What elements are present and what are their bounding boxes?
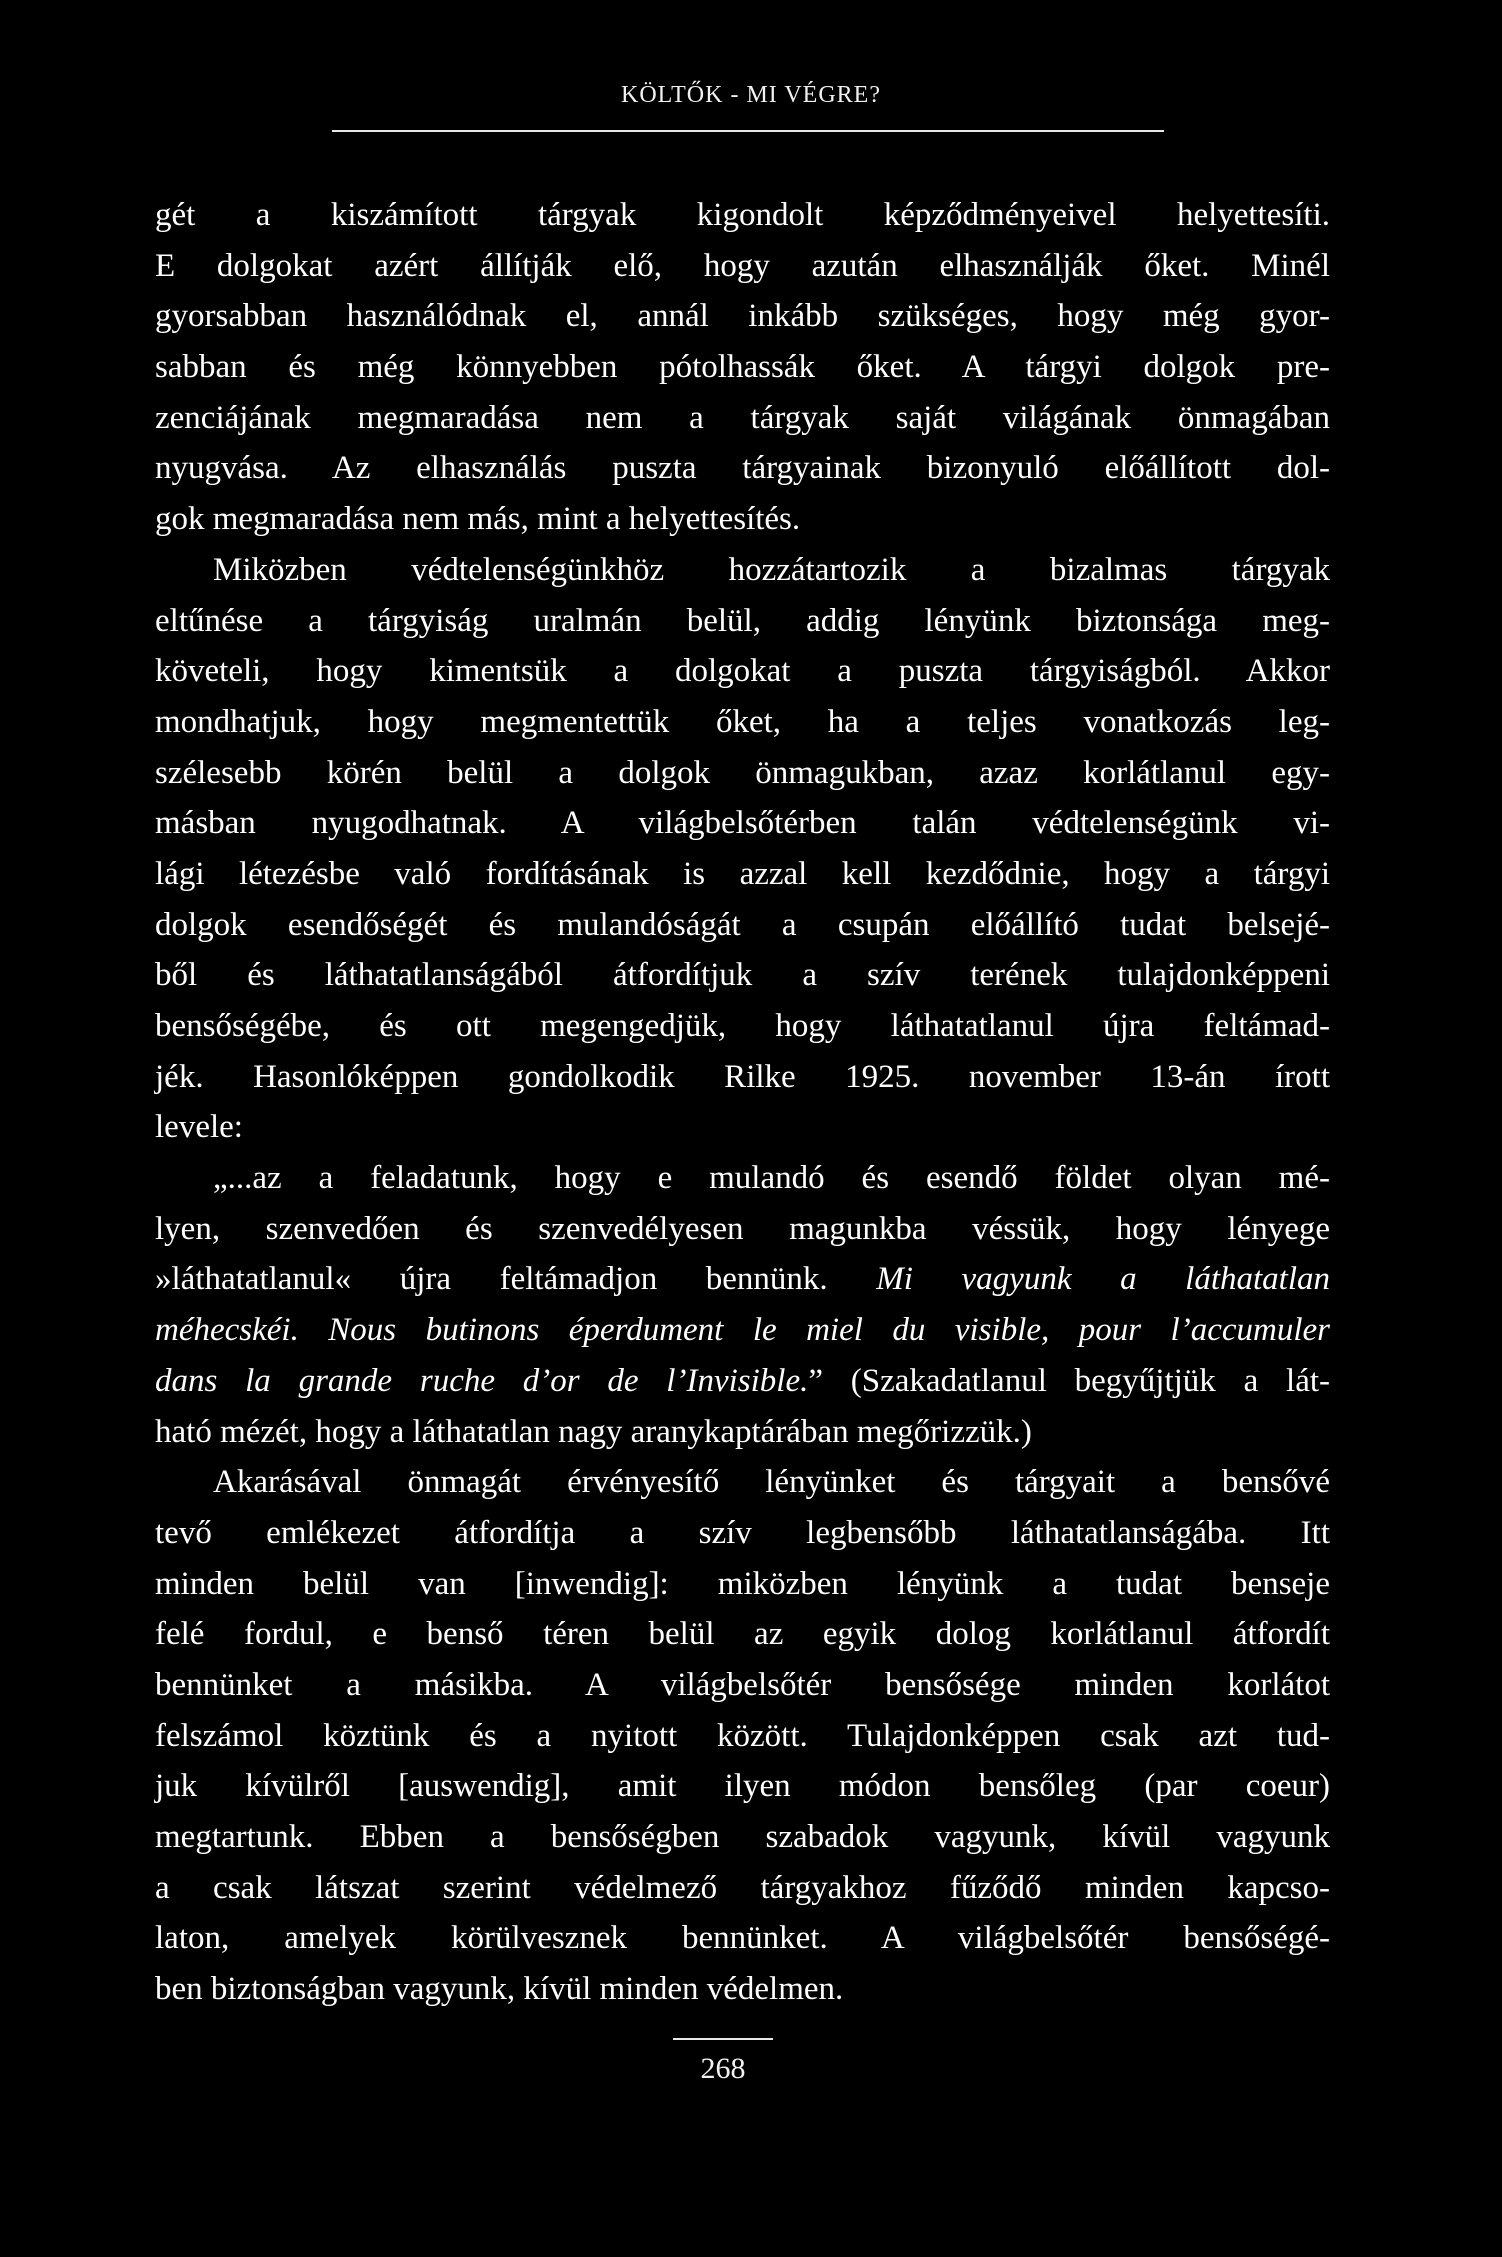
text-line: eltűnése a tárgyiság uralmán belül, addig lényünk biztonsága meg- xyxy=(155,602,1330,639)
text-line: bennünket a másikba. A világbelsőtér bensősége minden korlátot xyxy=(155,1666,1330,1703)
quote-line: „...az a feladatunk, hogy e mulandó és esendő földet olyan mé- xyxy=(213,1160,1330,1197)
text-line: laton, amelyek körülvesznek bennünket. A világbelsőtér bensőségé- xyxy=(155,1920,1330,1957)
header-rule xyxy=(332,130,1164,132)
text-line: szélesebb körén belül a dolgok önmagukban, azaz korlátlanul egy- xyxy=(155,754,1330,791)
text-line: gok megmaradása nem más, mint a helyettesítés. xyxy=(155,501,801,538)
text-line: megtartunk. Ebben a bensőségben szabadok vagyunk, kívül vagyunk xyxy=(155,1819,1330,1855)
running-head: KÖLTŐK - MI VÉGRE? xyxy=(621,82,881,108)
text-line: tevő emlékezet átfordítja a szív legbensőbb láthatatlanságába. Itt xyxy=(155,1514,1330,1551)
text-line: ben biztonságban vagyunk, kívül minden védelmen. xyxy=(155,1971,844,2008)
text-line: jék. Hasonlóképpen gondolkodik Rilke 1925. november 13-án írott xyxy=(155,1058,1330,1095)
quote-line: lyen, szenvedően és szenvedélyesen magunkba véssük, hogy lényege xyxy=(155,1210,1330,1247)
text-line: levele: xyxy=(155,1109,243,1146)
text-line: sabban és még könnyebben pótolhassák őket. A tárgyi dolgok pre- xyxy=(155,349,1330,386)
quote-line: méhecskéi. Nous butinons éperdument le miel du visible, pour l’accumuler xyxy=(155,1312,1330,1349)
quote-line: dans la grande ruche d’or de l’Invisible.” (Szakadatlanul begyűjtjük a lát- xyxy=(155,1362,1330,1399)
text-line: juk kívülről [auswendig], amit ilyen módon bensőleg (par coeur) xyxy=(155,1768,1330,1805)
text-line: ből és láthatatlanságából átfordítjuk a szív terének tulajdonképpeni xyxy=(155,957,1330,994)
footer-rule xyxy=(673,2038,773,2040)
text-line: minden belül van [inwendig]: miközben lényünk a tudat benseje xyxy=(155,1565,1330,1602)
text-line: bensőségébe, és ott megengedjük, hogy láthatatlanul újra feltámad- xyxy=(155,1008,1330,1044)
text-line: Miközben védtelenségünkhöz hozzátartozik a bizalmas tárgyak xyxy=(213,551,1330,588)
text-line: felszámol köztünk és a nyitott között. Tulajdonképpen csak azt tud- xyxy=(155,1717,1330,1754)
page-number: 268 xyxy=(700,2052,746,2085)
text-line: gyorsabban használódnak el, annál inkább szükséges, hogy még gyor- xyxy=(155,298,1330,335)
text-line: zenciájának megmaradása nem a tárgyak saját világának önmagában xyxy=(155,399,1330,436)
text-line: gét a kiszámított tárgyak kigondolt képződményeivel helyettesíti. xyxy=(155,197,1330,233)
body-text xyxy=(155,190,1330,2015)
text-line: felé fordul, e benső téren belül az egyik dolog korlátlanul átfordít xyxy=(155,1616,1330,1653)
text-line: követeli, hogy kimentsük a dolgokat a puszta tárgyiságból. Akkor xyxy=(155,653,1330,690)
quote-line: »láthatatlanul« újra feltámadjon bennünk. Mi vagyunk a láthatatlan xyxy=(155,1261,1330,1298)
text-line: Akarásával önmagát érvényesítő lényünket és tárgyait a bensővé xyxy=(213,1464,1330,1501)
quote-line: ható mézét, hogy a láthatatlan nagy aranykaptárában megőrizzük.) xyxy=(155,1413,1032,1450)
text-line: dolgok esendőségét és mulandóságát a csupán előállító tudat belsejé- xyxy=(155,906,1330,943)
text-line: mondhatjuk, hogy megmentettük őket, ha a teljes vonatkozás leg- xyxy=(155,703,1330,740)
text-line: a csak látszat szerint védelmező tárgyakhoz fűződő minden kapcso- xyxy=(155,1869,1330,1906)
text-line: E dolgokat azért állítják elő, hogy azután elhasználják őket. Minél xyxy=(155,247,1330,284)
text-line: másban nyugodhatnak. A világbelsőtérben talán védtelenségünk vi- xyxy=(155,805,1330,842)
text-line: lági létezésbe való fordításának is azzal kell kezdődnie, hogy a tárgyi xyxy=(155,855,1330,892)
text-line: nyugvása. Az elhasználás puszta tárgyainak bizonyuló előállított dol- xyxy=(155,450,1330,487)
